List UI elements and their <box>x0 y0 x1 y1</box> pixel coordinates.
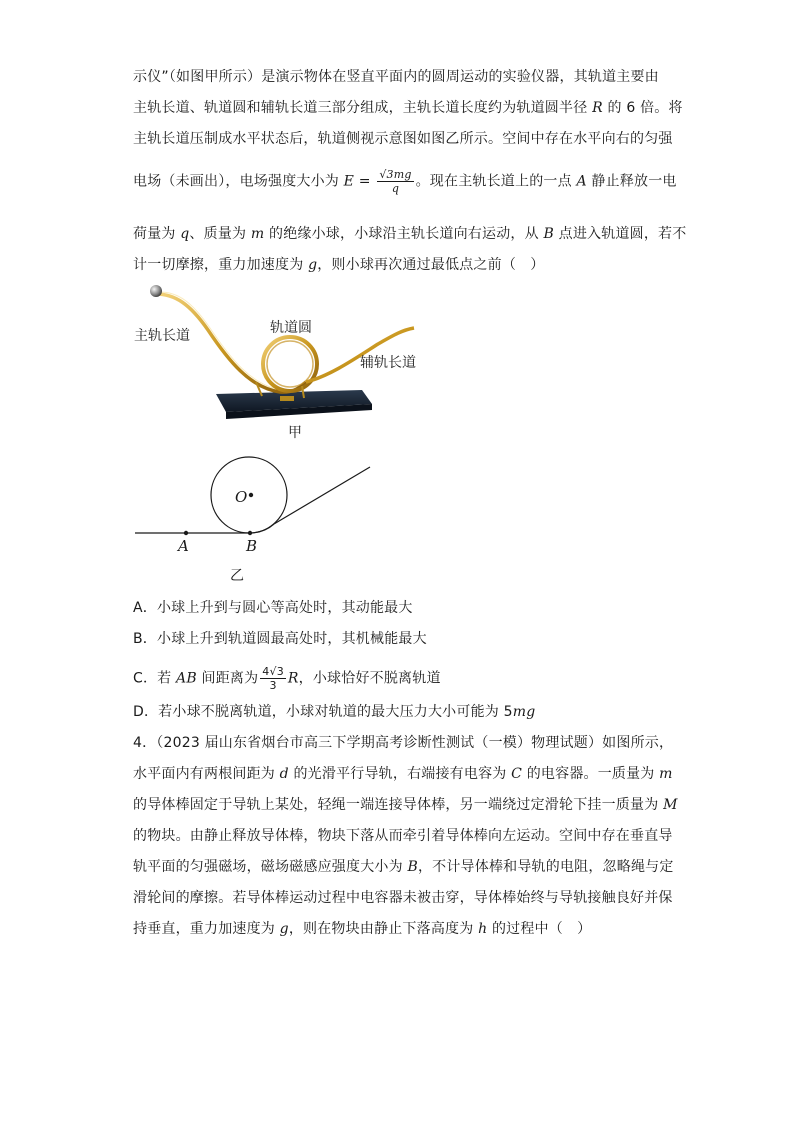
var-g: g <box>279 921 289 937</box>
var-mg: mg <box>512 704 536 720</box>
var-B: B <box>407 859 418 875</box>
q4-line5 <box>133 858 674 876</box>
text: 间距离为 <box>196 670 259 687</box>
var-h: h <box>478 921 488 937</box>
figure-caption-yi: 乙 <box>230 568 244 584</box>
fraction-numerator: √3mg <box>379 168 412 181</box>
point-a-dot <box>184 531 188 535</box>
text: A．小球上升到与圆心等高处时，其动能最大 <box>133 600 413 616</box>
fraction-denominator: 3 <box>269 679 277 692</box>
aux-track-label: 辅轨长道 <box>360 355 416 371</box>
text: 主轨长道压制成水平状态后，轨道侧视示意图如图乙所示。空间中存在水平向右的匀强 <box>133 131 673 147</box>
text: 。现在主轨长道上的一点 <box>415 173 577 190</box>
center-label: O <box>235 488 248 506</box>
text: 滑轮间的摩擦。若导体棒运动过程中电容器未被击穿，导体棒始终与导轨接触良好并保 <box>133 890 673 906</box>
incline-track <box>274 467 370 524</box>
var-C: C <box>511 766 523 782</box>
point-b-label: B <box>246 537 258 555</box>
steel-ball <box>150 285 162 297</box>
text: 的光滑平行导轨，右端接有电容为 <box>288 766 512 782</box>
var-E: E <box>343 173 355 190</box>
var-ab: AB <box>176 670 197 687</box>
q4-line7 <box>133 920 591 938</box>
text: 计一切摩擦，重力加速度为 <box>133 257 309 273</box>
side-view-diagram <box>130 455 390 555</box>
text: ，小球恰好不脱离轨道 <box>298 670 441 687</box>
text: 主轨长道、轨道圆和辅轨长道三部分组成，主轨长道长度约为轨道圆半径 <box>133 100 593 116</box>
text: D．若小球不脱离轨道，小球对轨道的最大压力大小可能为 5 <box>133 704 513 720</box>
text: 的导体棒固定于导轨上某处，轻绳一端连接导体棒，另一端绕过定滑轮下挂一质量为 <box>133 797 664 813</box>
var-R: R <box>592 100 603 116</box>
q4-line1 <box>133 734 673 752</box>
main-track-label: 主轨长道 <box>134 328 190 344</box>
text: 的物块。由静止释放导体棒，物块下落从而牵引着导体棒向左运动。空间中存在垂直导 <box>133 828 673 844</box>
text: 电场（未画出），电场强度大小为 <box>133 173 344 190</box>
text: = <box>354 173 376 190</box>
para1-line4 <box>133 168 677 195</box>
text: B．小球上升到轨道圆最高处时，其机械能最大 <box>133 631 427 647</box>
var-A: A <box>576 173 587 190</box>
text: 荷量为 <box>133 226 181 242</box>
track-loop-label: 轨道圆 <box>270 320 312 336</box>
text: 示仪”（如图甲所示）是演示物体在竖直平面内的圆周运动的实验仪器，其轨道主要由 <box>133 69 659 85</box>
figure-caption-jia: 甲 <box>288 425 302 441</box>
var-m: m <box>250 226 265 242</box>
text: ，不计导体棒和导轨的电阻，忽略绳与定 <box>417 859 674 875</box>
var-M: M <box>663 797 678 813</box>
fraction-denominator: q <box>391 182 400 195</box>
option-a <box>133 599 413 617</box>
base-bracket <box>280 396 294 401</box>
var-q: q <box>180 226 190 242</box>
fraction-field <box>377 168 413 195</box>
text: 4．（2023 届山东省烟台市高三下学期高考诊断性测试（一模）物理试题）如图所示， <box>133 735 674 751</box>
para1-line5 <box>133 225 686 243</box>
var-d: d <box>279 766 289 782</box>
option-d <box>133 703 535 721</box>
q4-line3 <box>133 796 678 814</box>
var-m: m <box>659 766 673 782</box>
text: 的 6 倍。将 <box>602 100 683 116</box>
point-a-label: A <box>178 537 189 555</box>
text: 的电容器。一质量为 <box>522 766 660 782</box>
text: 水平面内有两根间距为 <box>133 766 280 782</box>
center-dot <box>249 493 253 497</box>
var-R: R <box>287 670 299 687</box>
text: 静止释放一电 <box>586 173 677 190</box>
track-loop-inner <box>267 341 313 387</box>
text: ，则在物块由静止下落高度为 <box>288 921 479 937</box>
text: 的绝缘小球，小球沿主轨长道向右运动，从 <box>264 226 544 242</box>
text: 、质量为 <box>189 226 251 242</box>
q4-line2 <box>133 765 673 783</box>
point-b-dot <box>248 531 252 535</box>
text: 的过程中（ ） <box>487 921 592 937</box>
para1-line6 <box>133 256 544 274</box>
para1-line2 <box>133 99 683 117</box>
text: 轨平面的匀强磁场，磁场磁感应强度大小为 <box>133 859 408 875</box>
para1-line3 <box>133 130 673 148</box>
q4-line4 <box>133 827 673 845</box>
fraction-distance <box>260 665 286 692</box>
text: 点进入轨道圆，若不 <box>553 226 687 242</box>
text: ，则小球再次通过最低点之前（ ） <box>317 257 545 273</box>
text: C．若 <box>133 670 177 687</box>
var-B: B <box>543 226 554 242</box>
option-b <box>133 630 427 648</box>
text: 持垂直，重力加速度为 <box>133 921 280 937</box>
track-junction <box>252 524 274 533</box>
para1-line1 <box>133 68 659 86</box>
option-c <box>133 665 441 692</box>
var-g: g <box>308 257 318 273</box>
q4-line6 <box>133 889 673 907</box>
fraction-numerator: 4√3 <box>262 665 284 678</box>
